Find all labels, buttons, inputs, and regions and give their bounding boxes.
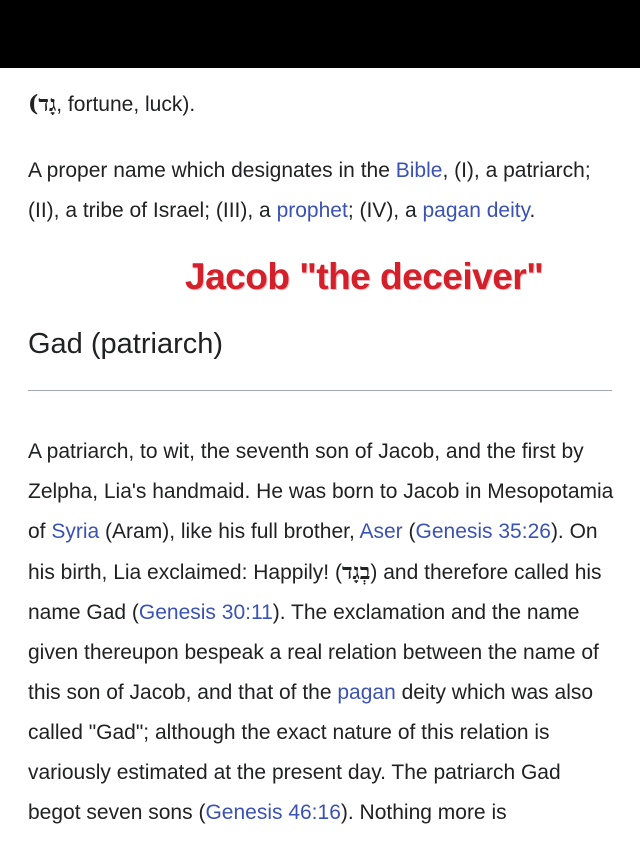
link-bible[interactable]: Bible: [395, 159, 443, 182]
link-pagan-deity[interactable]: pagan deity: [422, 199, 530, 222]
body-text: deity which was also called "Gad"; although the exact nature of this relation is variously estimated at the present day. The patriarch Gad begot seven sons (: [28, 681, 594, 824]
body-text: ). On his birth, Lia exclaimed: Happily! (: [28, 520, 598, 584]
body-text: (Aram), like his full brother,: [99, 520, 360, 543]
link-genesis-30-11[interactable]: Genesis 30:11: [138, 601, 273, 624]
definition-text: .: [529, 199, 536, 222]
link-genesis-35-26[interactable]: Genesis 35:26: [415, 520, 551, 543]
link-prophet[interactable]: prophet: [276, 199, 348, 222]
link-genesis-46-16[interactable]: Genesis 46:16: [205, 801, 341, 824]
definition-text: A proper name which designates in the: [28, 159, 396, 182]
body-text: ). The exclamation and the name given thereupon bespeak a real relation between the name of this son of Jacob, and that of the: [28, 601, 599, 704]
top-black-bar: [0, 0, 640, 68]
intro-text: , fortune, luck).: [56, 93, 196, 116]
body-text: A patriarch, to wit, the seventh son of Jacob, and the first by Zelpha, Lia's handmaid. He was born to Jacob in Mesopotamia of: [28, 440, 614, 543]
hebrew-word-gad: (גָד: [28, 91, 57, 117]
definition-text: , (I), a patriarch; (II), a tribe of Israel; (III), a: [28, 159, 591, 222]
body-text: ) and therefore called his name Gad (: [28, 561, 602, 624]
section-heading: Gad (patriarch): [28, 328, 224, 360]
link-syria[interactable]: Syria: [51, 520, 100, 543]
body-text: (: [402, 520, 416, 543]
overlay-caption: Jacob "the deceiver": [185, 256, 544, 297]
definition-paragraph: [28, 151, 614, 231]
body-paragraph: [28, 432, 618, 833]
article-body: [28, 432, 618, 833]
body-text: ). Nothing more is: [340, 801, 507, 824]
link-aser[interactable]: Aser: [359, 520, 403, 543]
link-pagan[interactable]: pagan: [337, 681, 396, 704]
section-divider: [28, 390, 612, 391]
article-intro: [28, 84, 614, 231]
intro-line: [28, 84, 614, 125]
hebrew-word-bagad: בְגָד: [341, 559, 371, 585]
definition-text: ; (IV), a: [347, 199, 423, 222]
